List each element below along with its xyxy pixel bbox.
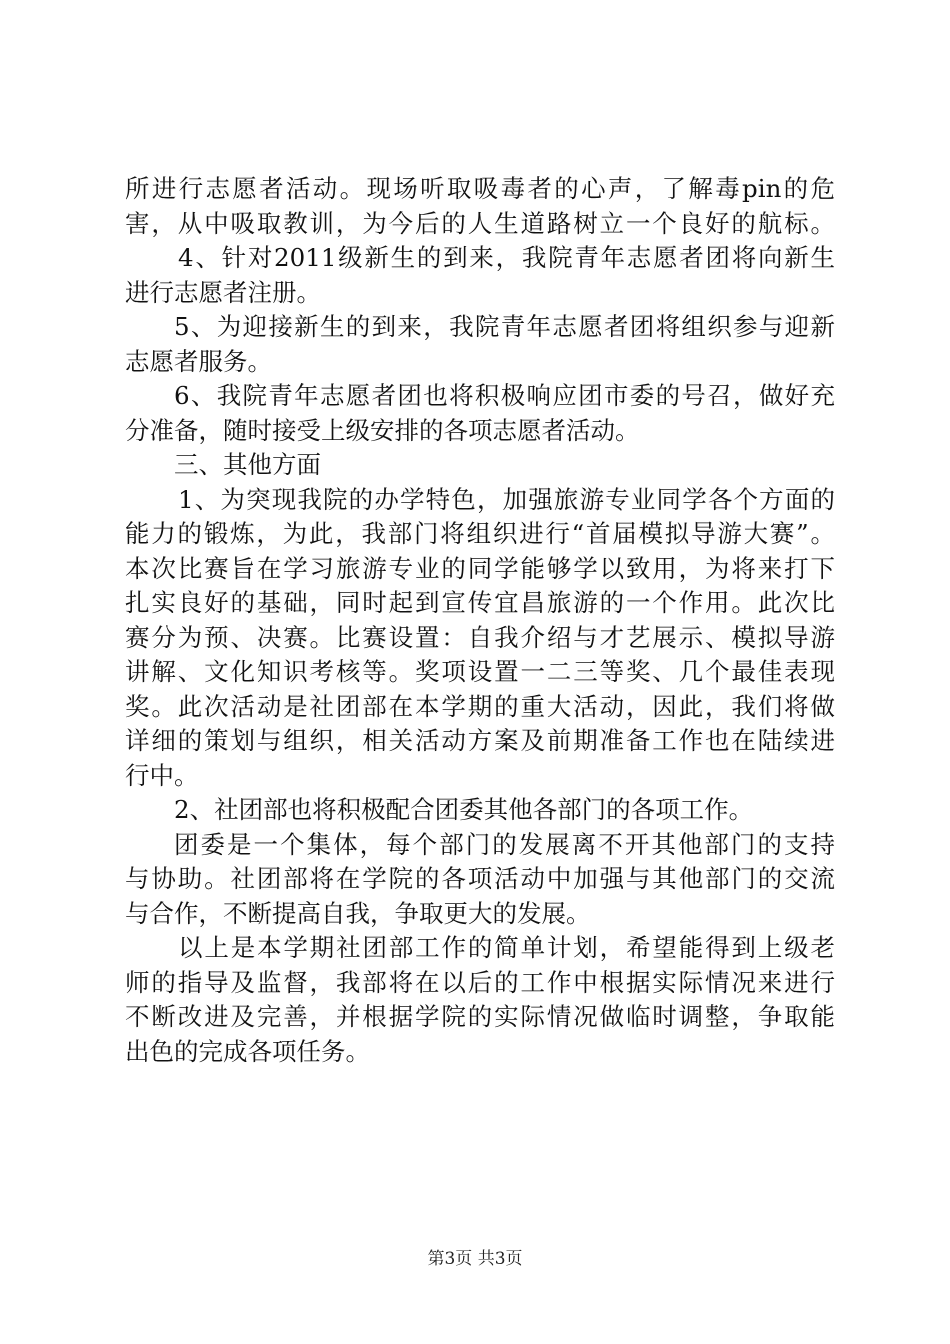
text-line: 进行志愿者注册。 (125, 277, 321, 307)
text-line: 以上是本学期社团部工作的简单计划，希望能得到上级老 (178, 933, 835, 962)
text-line: 奖。此次活动是社团部在本学期的重大活动，因此，我们将做 (125, 691, 835, 721)
text-line: 6、我院青年志愿者团也将积极响应团市委的号召，做好充 (174, 381, 835, 410)
page-footer (0, 1248, 950, 1270)
text-line: 分准备，随时接受上级安排的各项志愿者活动。 (125, 415, 640, 445)
text-line: 师的指导及监督，我部将在以后的工作中根据实际情况来进行 (125, 967, 835, 997)
section-heading: 三、其他方面 (174, 450, 321, 479)
text-line: 所进行志愿者活动。现场听取吸毒者的心声，了解毒pin的危 (125, 174, 835, 203)
text-line: 本次比赛旨在学习旅游专业的同学能够学以致用，为将来打下 (125, 553, 835, 583)
text-line: 不断改进及完善，并根据学院的实际情况做临时调整，争取能 (125, 1002, 835, 1031)
text-line: 4、针对2011级新生的到来，我院青年志愿者团将向新生 (178, 243, 835, 272)
text-line: 讲解、文化知识考核等。奖项设置一二三等奖、几个最佳表现 (125, 657, 835, 686)
text-line: 害，从中吸取教训，为今后的人生道路树立一个良好的航标。 (125, 208, 835, 238)
page-number: 第3页 共3页 (427, 1249, 523, 1269)
text-line: 扎实良好的基础，同时起到宣传宜昌旅游的一个作用。此次比 (125, 588, 835, 617)
text-line: 团委是一个集体，每个部门的发展离不开其他部门的支持 (174, 829, 835, 859)
text-line: 详细的策划与组织，相关活动方案及前期准备工作也在陆续进 (125, 726, 835, 755)
text-line: 能力的锻炼，为此，我部门将组织进行“首届模拟导游大赛”。 (125, 519, 835, 548)
text-line: 与协助。社团部将在学院的各项活动中加强与其他部门的交流 (125, 864, 835, 893)
text-line: 赛分为预、决赛。比赛设置：自我介绍与才艺展示、模拟导游 (125, 622, 835, 652)
document-body (125, 172, 835, 1069)
text-line: 5、为迎接新生的到来，我院青年志愿者团将组织参与迎新 (174, 312, 835, 341)
text-line: 出色的完成各项任务。 (125, 1036, 370, 1066)
text-line: 2、社团部也将积极配合团委其他各部门的各项工作。 (174, 795, 754, 824)
text-line: 行中。 (125, 760, 199, 790)
text-line: 志愿者服务。 (125, 346, 272, 376)
text-line: 与合作，不断提高自我，争取更大的发展。 (125, 898, 591, 928)
text-line: 1、为突现我院的办学特色，加强旅游专业同学各个方面的 (178, 484, 835, 514)
